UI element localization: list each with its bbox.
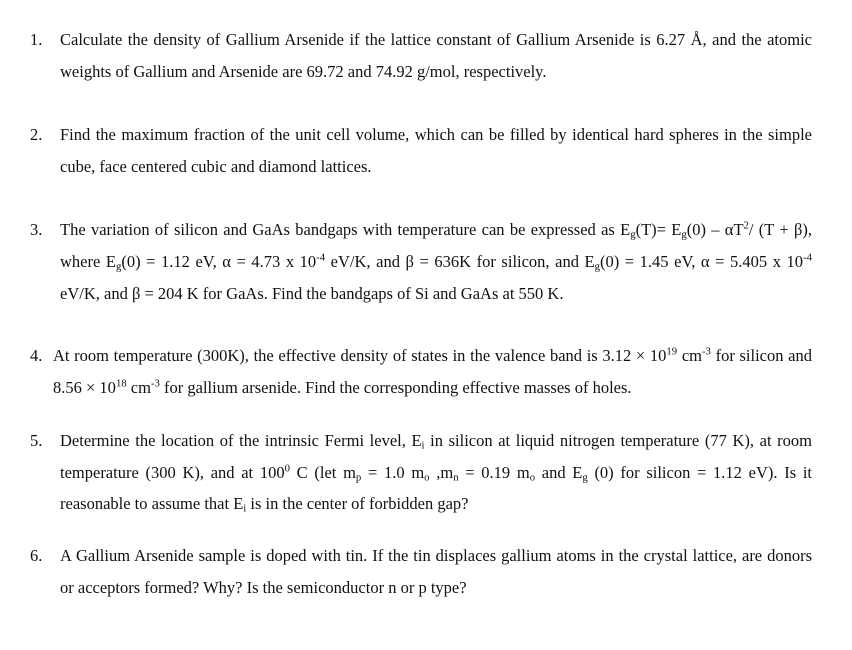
problem-text: Determine the location of the intrinsic Fermi level, $E_i$ in silicon at liquid nitrogen temperature (77 K), at room temperature (300 K), and at $100^0$ C (let $m_p = 1.0$ $m_o$ $,m_n = 0.19$ $m_o$ and $E_g$ (0) for silicon = 1.12 eV). Is it reasonable to assume that $E_i$ is in the center of forbidden gap? [60,431,812,515]
problem-text: At room temperature (300K), the effective density of states in the valence band is $3.12 \times 10^{19}$ $cm^{-3}$ for silicon and $8.56 \times 10^{18}$ $cm^{-3}$ for gallium arsenide. Find the corresponding effective masses of holes. [53,345,812,397]
problem-text: Find the maximum fraction of the unit cell volume, which can be filled by identical hard spheres in the simple cube, face centered cubic and diamond lattices. [60,125,812,176]
problem-number: 4. [30,346,43,365]
problem-number: 6. [30,546,43,565]
problem-text: A Gallium Arsenide sample is doped with tin. If the tin displaces gallium atoms in the crystal lattice, are donors or acceptors formed? Why? Is the semiconductor n or p type? [60,546,812,597]
problem-number: 3. [30,220,43,239]
problem-number: 2. [30,125,43,144]
problem-text: Calculate the density of Gallium Arsenide if the lattice constant of Gallium Arsenide is 6.27 Å, and the atomic weights of Gallium and Arsenide are 69.72 and 74.92 g/mol, respectively. [60,30,812,81]
problem-number: 1. [30,30,43,49]
problem-number: 5. [30,431,43,450]
problem-text: The variation of silicon and GaAs bandgaps with temperature can be expressed as $E_g(T)= E_g(0) - \alpha T^2/$ (T + β), where $E_g(0) = 1.12$ eV, α = 4.73 x $10^{-4}$ eV/K, and β = 636K for silicon, and $E_g(0) = 1.45$ eV, α = 5.405 x $10^{-4}$ eV/K, and β = 204 K for GaAs. Find the bandgaps of Si and GaAs at 550 K. [60,219,812,303]
